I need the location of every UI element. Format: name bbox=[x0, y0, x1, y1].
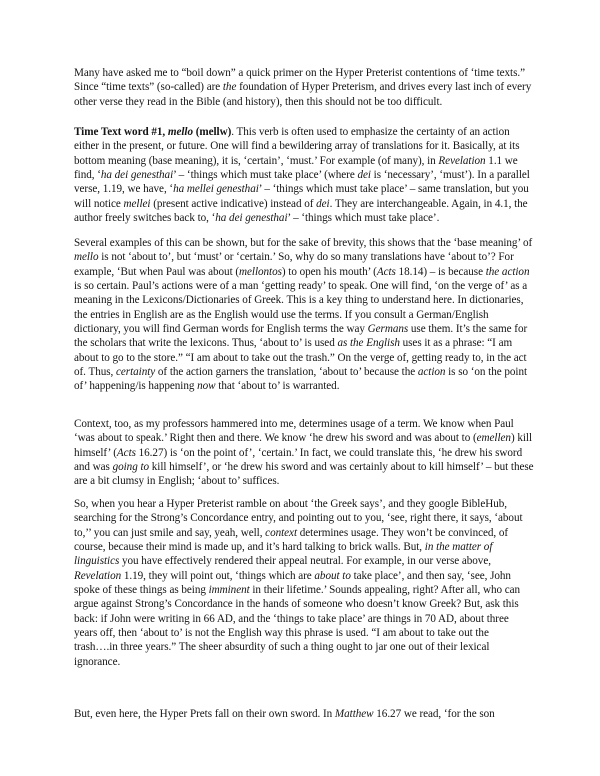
base-meaning-paragraph: Several examples of this can be shown, but for the sake of brevity, this shows that the ‘base meaning’ of mello is not ‘about to’, but ‘must’ or ‘certain.’ So, why do so many translations have ‘about to’? For example, ‘But when Paul was about (mellontos) to open his mouth’ (Acts 18.14) – is because the action is so certain. Paul’s actions were of a man ‘getting ready’ to speak. One will find, ‘on the verge of’ as a meaning in the Lexicons/Dictionaries of Greek. This is a key thing to understand here. In dictionaries, the entries in English are as the English would use the terms. If you consult a German/English dictionary, you will find German words for English terms the way Germans use them. It’s the same for the scholars that write the lexicons. Thus, ‘about to’ is used as the English uses it as a phrase: “I am about to go to the store.” “I am about to take out the trash.” On the verge of, getting ready to, in the act of. Thus, certainty of the action garners the translation, ‘about to’ because the action is so ‘on the point of’ happening/is happening now that ‘about to’ is warranted. bbox=[74, 237, 533, 393]
section-heading: Time Text word #1, mello (mellw) bbox=[74, 126, 232, 138]
intro-paragraph: Many have asked me to “boil down” a quick primer on the Hyper Preterist contentions of ‘time texts.” Since “time texts” (so-called) are the foundation of Hyper Preterism, and drives every last inch of every other verse they read in the Bible (and history), then this should not be too difficult. bbox=[74, 67, 532, 108]
hyper-preterist-argument-paragraph: So, when you hear a Hyper Preterist ramble on about ‘the Greek says’, and they google BibleHub, searching for the Strong’s Concordance entry, and pointing out to you, ‘see, right there, it says, ‘about to,’’ you can just smile and say, yeah, well, context determines usage. They won’t be convinced, of course, because their mind is made up, and it’s hard talking to brick walls. But, in the matter of linguistics you have effectively rendered their appeal neutral. For example, in our verse above, Revelation 1.19, they will point out, ‘things which are about to take place’, and then say, ‘see, John spoke of these things as being imminent in their lifetime.’ Sounds appealing, right? After all, who can argue against Strong’s Concordance in the hands of someone who doesn’t know Greek? But, ask this back: if John were writing in 66 AD, and the ‘things to take place’ are things in 70 AD, about three years off, then ‘about to’ is not the English way this phrase is used. “I am about to take out the trash….in three years.” The sheer absurdity of such a thing ought to jar one out of their lexical ignorance. bbox=[74, 498, 523, 668]
context-paragraph: Context, too, as my professors hammered into me, determines usage of a term. We know when Paul ‘was about to speak.’ Right then and there. We know ‘he drew his sword and was about to (emellen) kill himself’ (Acts 16.27) is ‘on the point of’, ‘certain.’ In fact, we could translate this, ‘he drew his sword and was going to kill himself’, or ‘he drew his sword and was certainly about to kill himself’ – but these are a bit clumsy in English; ‘about to’ suffices. bbox=[74, 418, 534, 488]
closing-paragraph: But, even here, the Hyper Prets fall on their own sword. In Matthew 16.27 we read, ‘for the son bbox=[74, 708, 495, 720]
mello-definition-paragraph: Time Text word #1, mello (mellw). This verb is often used to emphasize the certainty of an action either in the present, or future. One will find a bewildering array of translations for it. Basically, at its bottom meaning (base meaning), it is, ‘certain’, ‘must.’ For example (of many), in Revelation 1.1 we find, ‘ha dei genesthai’ – ‘things which must take place’ (where dei is ‘necessary’, ‘must’). In a parallel verse, 1.19, we have, ‘ha mellei genesthai’ – ‘things which must take place’ – same translation, but you will notice mellei (present active indicative) instead of dei. They are interchangeable. Again, in 4.1, the author freely switches back to, ‘ha dei genesthai’ – ‘things which must take place’. bbox=[74, 126, 530, 225]
